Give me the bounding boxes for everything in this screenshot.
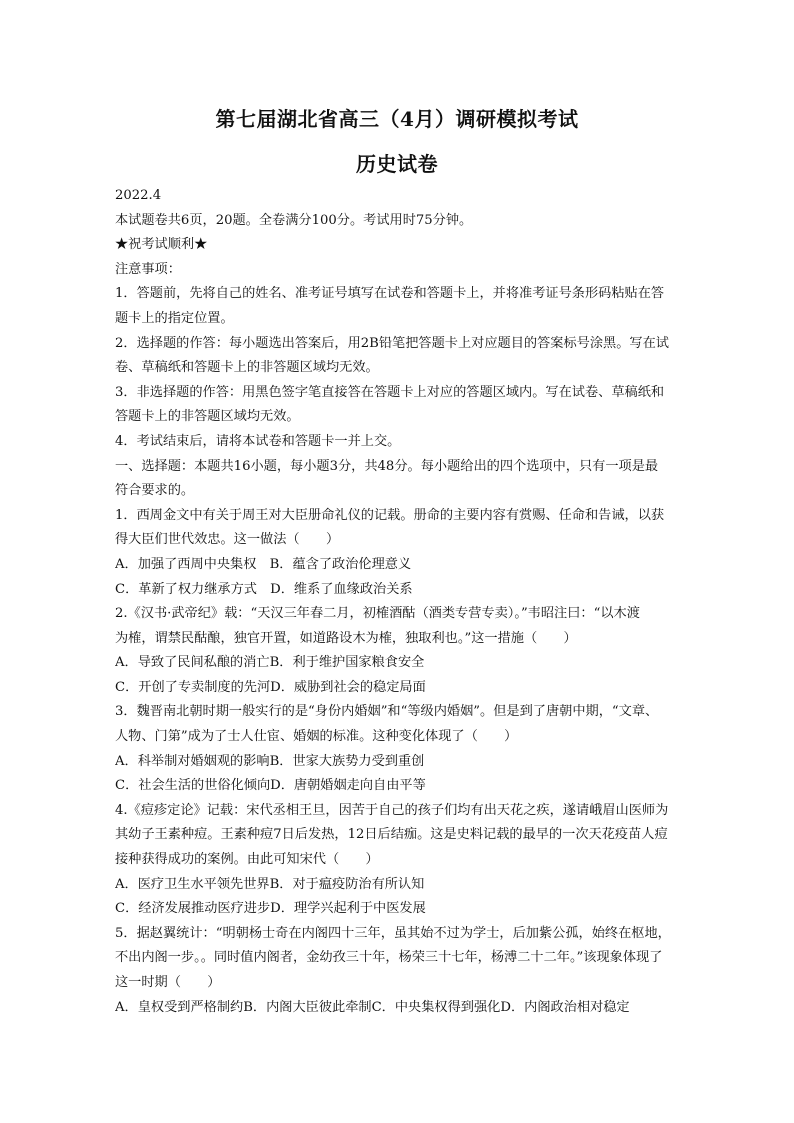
notice-line: 3．非选择题的作答：用黑色签字笔直接答在答题卡上对应的答题区域内。写在试卷、草稿纸和 [115,384,665,400]
question-stem-line: 4.《痘疹定论》记载：宋代丞相王旦，因苦于自己的孩子们均有出天花之疾，遂请峨眉山医师为 [115,802,669,818]
question-stem-line: 5．据赵翼统计：“明朝杨士奇在内阁四十三年，虽其始不过为学士，后加紫公孤，始终在枢地， [115,925,671,941]
question-5 [115,922,685,1020]
question-option-line: C．革新了权力继承方式 D．维系了血缘政治关系 [115,581,413,597]
question-stem-line: 得大臣们世代效忠。这一做法（ ） [115,532,340,548]
question-stem-line: 其幼子王素种痘。王素种痘7日后发热，12日后结痂。这是史料记载的最早的一次天花疫苗人痘 [115,827,668,843]
notice-4 [115,430,685,455]
exam-content [115,184,685,1020]
question-stem-line: 3．魏晋南北朝时期一般实行的是“身份内婚姻”和“等级内婚姻”。但是到了唐朝中期，“文章、 [115,704,659,720]
notice-line: 2．选择题的作答：每小题选出答案后，用2B铅笔把答题卡上对应题目的答案标号涂黑。写在试 [115,335,669,351]
exam-summary: 本试题卷共6页，20题。全卷满分100分。考试用时75分钟。 [115,212,473,228]
question-4 [115,799,685,922]
notice-heading: 注意事项： [115,261,181,277]
question-stem-line: 不出内阁一步。。同时值内阁者，金幼孜三十年，杨荣三十七年，杨溥二十二年。”该现象体现了 [115,950,663,966]
question-option-line: A．医疗卫生水平领先世界B．对于瘟疫防治有所认知 [115,876,425,892]
question-stem-line: 为榷，谓禁民酤酿，独官开置，如道路设木为榷，独取利也。”这一措施（ ） [115,630,577,646]
exam-subtitle: 历史试卷 [356,152,438,176]
question-stem-line: 接种获得成功的案例。由此可知宋代（ ） [115,852,379,868]
section-heading [115,455,685,504]
notice-2 [115,332,685,381]
question-option-line: A．导致了民间私酿的消亡B．利于维护国家粮食安全 [115,655,425,671]
question-stem-line: 人物、门第”成为了士人仕宦、婚姻的标准。这种变化体现了（ ） [115,729,518,745]
question-stem-line: 这一时期（ ） [115,975,221,990]
exam-date: 2022.4 [115,188,162,203]
question-option-line: C．开创了专卖制度的先河D．威胁到社会的稳定局面 [115,679,426,695]
exam-title: 第七届湖北省高三（4月）调研模拟考试 [215,107,579,131]
question-option-line: A．科举制对婚姻观的影响B．世家大族势力受到重创 [115,753,425,769]
notice-line: 题卡上的指定位置。 [115,310,234,326]
question-option-line: C．社会生活的世俗化倾向D．唐朝婚姻走向自由平等 [115,778,426,794]
question-stem-line: 2.《汉书·武帝纪》载：“天汉三年春二月，初榷酒酤（酒类专营专卖）。”韦昭注曰：“以木渡 [115,606,640,622]
notice-line: 1．答题前，先将自己的姓名、准考证号填写在试卷和答题卡上，并将准考证号条形码粘贴在答 [115,286,665,302]
question-option-line: A．加强了西周中央集权 B．蕴含了政治伦理意义 [115,556,412,572]
question-3 [115,700,685,798]
question-stem-line: 1．西周金文中有关于周王对大臣册命礼仪的记载。册命的主要内容有赏赐、任命和告诫，以获 [115,507,665,523]
question-option-line: C．经济发展推动医疗进步D．理学兴起利于中医发展 [115,901,426,917]
notice-line: 答题卡上的非答题区域均无效。 [115,409,300,425]
notice-line: 卷、草稿纸和答题卡上的非答题区域均无效。 [115,360,379,376]
section-line: 一、选择题：本题共16小题，每小题3分，共48分。每小题给出的四个选项中，只有一项是最 [115,458,659,474]
question-1 [115,504,685,602]
notice-3 [115,381,685,430]
question-2 [115,602,685,700]
notice-1 [115,282,685,331]
question-option-line: A．皇权受到严格制约B．内阁大臣彼此牵制C．中央集权得到强化D．内阁政治相对稳定 [115,999,630,1015]
exam-wish: ★祝考试顺利★ [115,237,208,253]
section-line: 符合要求的。 [115,483,195,499]
notice-line: 4．考试结束后，请将本试卷和答题卡一并上交。 [115,433,401,449]
